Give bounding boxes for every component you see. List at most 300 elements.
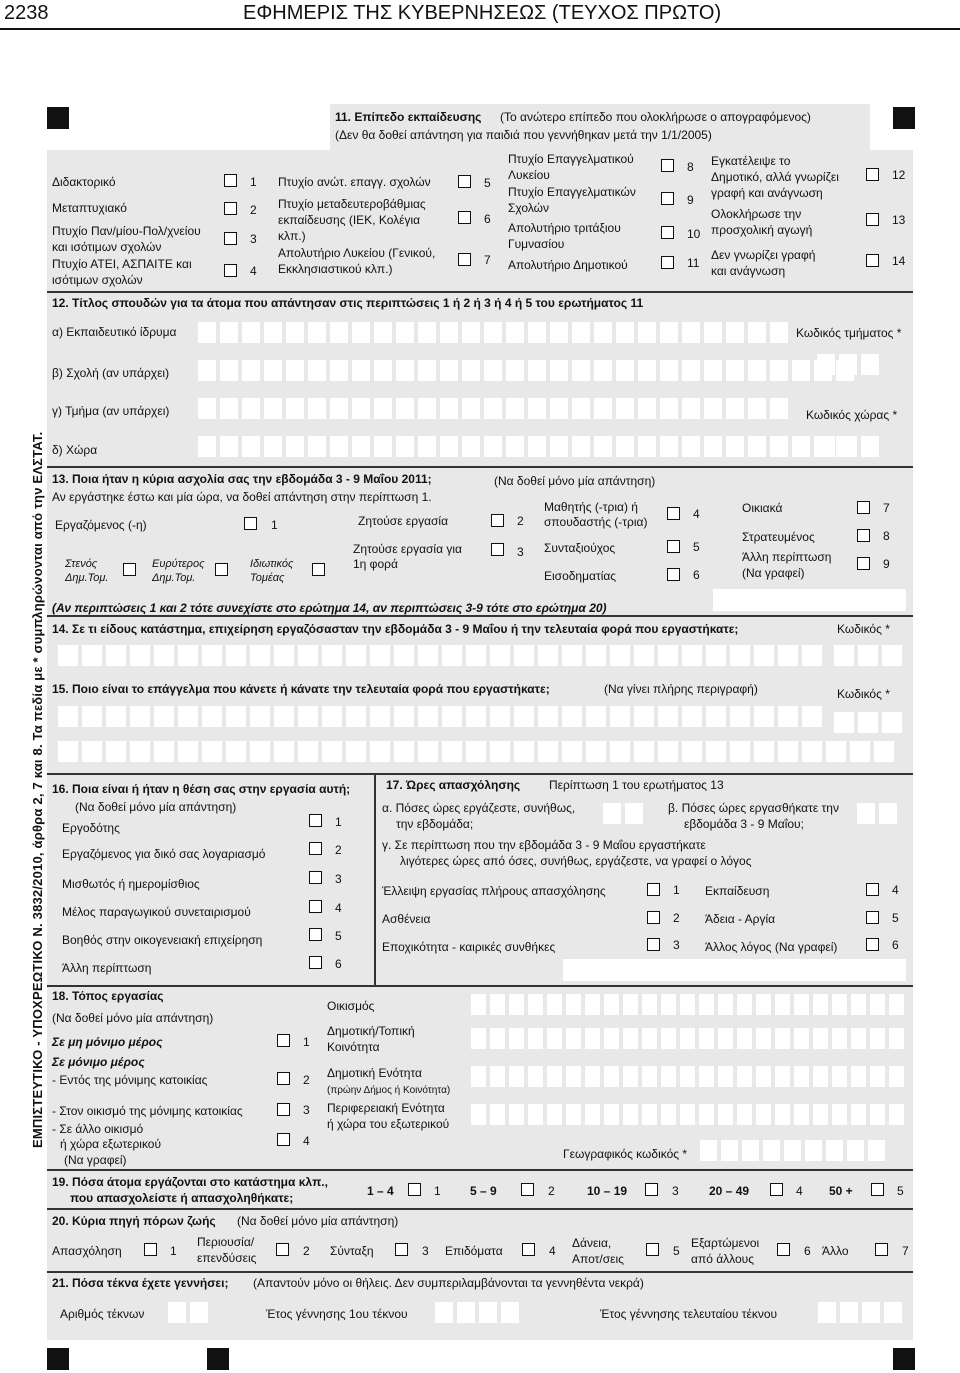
- entry-cell[interactable]: [802, 645, 822, 666]
- entry-cell[interactable]: [862, 1302, 880, 1323]
- entry-cell[interactable]: [603, 803, 621, 824]
- q11-checkbox-7[interactable]: [458, 253, 471, 266]
- q16-checkbox-6[interactable]: [309, 956, 322, 969]
- entry-cell[interactable]: [154, 706, 174, 727]
- entry-cell[interactable]: [242, 436, 260, 457]
- entry-cell[interactable]: [394, 741, 414, 762]
- entry-cell[interactable]: [352, 360, 370, 381]
- entry-cell[interactable]: [466, 741, 486, 762]
- entry-cell[interactable]: [58, 741, 78, 762]
- entry-cell[interactable]: [756, 1066, 771, 1087]
- entry-cell[interactable]: [509, 994, 524, 1015]
- entry-cell[interactable]: [754, 706, 774, 727]
- entry-cell[interactable]: [858, 645, 878, 666]
- q11-checkbox-1[interactable]: [224, 174, 237, 187]
- entry-cell[interactable]: [660, 360, 678, 381]
- entry-cell[interactable]: [642, 994, 657, 1015]
- entry-cell[interactable]: [682, 741, 702, 762]
- entry-cell[interactable]: [794, 994, 809, 1015]
- entry-cell[interactable]: [274, 706, 294, 727]
- entry-cell[interactable]: [813, 994, 828, 1015]
- entry-cell[interactable]: [889, 1028, 904, 1049]
- entry-cell[interactable]: [706, 706, 726, 727]
- entry-cell[interactable]: [466, 706, 486, 727]
- entry-cell[interactable]: [374, 360, 392, 381]
- q17-checkbox-6[interactable]: [866, 938, 879, 951]
- entry-cell[interactable]: [718, 1104, 733, 1125]
- entry-cell[interactable]: [418, 436, 436, 457]
- entry-cell[interactable]: [370, 706, 390, 727]
- entry-cell[interactable]: [330, 322, 348, 343]
- entry-cell[interactable]: [106, 645, 126, 666]
- entry-cell[interactable]: [82, 645, 102, 666]
- entry-cell[interactable]: [770, 398, 788, 419]
- entry-cell[interactable]: [286, 398, 304, 419]
- q13-checkbox-1[interactable]: [244, 517, 257, 530]
- entry-cell[interactable]: [718, 1028, 733, 1049]
- q16-checkbox-2[interactable]: [309, 842, 322, 855]
- q11-checkbox-10[interactable]: [661, 226, 674, 239]
- q13-checkbox-8[interactable]: [857, 529, 870, 542]
- entry-cell[interactable]: [861, 354, 879, 375]
- entry-cell[interactable]: [506, 436, 524, 457]
- entry-cell[interactable]: [242, 322, 260, 343]
- entry-cell[interactable]: [198, 398, 216, 419]
- entry-cell[interactable]: [778, 645, 798, 666]
- entry-cell[interactable]: [870, 1066, 885, 1087]
- entry-cell[interactable]: [868, 1140, 885, 1161]
- entry-cell[interactable]: [547, 1104, 562, 1125]
- entry-cell[interactable]: [547, 1028, 562, 1049]
- entry-cell[interactable]: [610, 741, 630, 762]
- entry-cell[interactable]: [130, 741, 150, 762]
- entry-cell[interactable]: [660, 436, 678, 457]
- entry-cell[interactable]: [775, 1104, 790, 1125]
- entry-cell[interactable]: [594, 360, 612, 381]
- entry-cell[interactable]: [566, 1066, 581, 1087]
- entry-cell[interactable]: [286, 360, 304, 381]
- entry-cell[interactable]: [794, 1028, 809, 1049]
- entry-cell[interactable]: [538, 741, 558, 762]
- entry-cell[interactable]: [130, 706, 150, 727]
- entry-cell[interactable]: [699, 994, 714, 1015]
- entry-cell[interactable]: [847, 1140, 864, 1161]
- q19-checkbox-4[interactable]: [770, 1183, 783, 1196]
- entry-cell[interactable]: [874, 741, 894, 762]
- entry-cell[interactable]: [737, 1028, 752, 1049]
- entry-cell[interactable]: [682, 645, 702, 666]
- entry-cell[interactable]: [826, 1140, 843, 1161]
- entry-cell[interactable]: [726, 322, 744, 343]
- entry-cell[interactable]: [462, 398, 480, 419]
- entry-cell[interactable]: [680, 994, 695, 1015]
- entry-cell[interactable]: [836, 436, 854, 457]
- entry-cell[interactable]: [775, 994, 790, 1015]
- q19-checkbox-3[interactable]: [645, 1183, 658, 1196]
- entry-cell[interactable]: [457, 1302, 475, 1323]
- entry-cell[interactable]: [861, 436, 879, 457]
- entry-cell[interactable]: [813, 1028, 828, 1049]
- entry-cell[interactable]: [528, 398, 546, 419]
- entry-cell[interactable]: [889, 1066, 904, 1087]
- entry-cell[interactable]: [594, 436, 612, 457]
- q20-checkbox-3[interactable]: [395, 1243, 408, 1256]
- q13-checkbox-7[interactable]: [857, 501, 870, 514]
- q11-checkbox-3[interactable]: [224, 232, 237, 245]
- q11-checkbox-8[interactable]: [661, 159, 674, 172]
- q19-checkbox-2[interactable]: [521, 1183, 534, 1196]
- entry-cell[interactable]: [202, 645, 222, 666]
- entry-cell[interactable]: [298, 706, 318, 727]
- entry-cell[interactable]: [490, 1028, 505, 1049]
- entry-cell[interactable]: [616, 436, 634, 457]
- entry-cell[interactable]: [784, 1140, 801, 1161]
- entry-cell[interactable]: [594, 322, 612, 343]
- entry-cell[interactable]: [778, 741, 798, 762]
- entry-cell[interactable]: [721, 1140, 738, 1161]
- q11-checkbox-13[interactable]: [866, 213, 879, 226]
- q20-checkbox-2[interactable]: [276, 1243, 289, 1256]
- q13-checkbox-2[interactable]: [491, 514, 504, 527]
- entry-cell[interactable]: [851, 994, 866, 1015]
- entry-cell[interactable]: [490, 994, 505, 1015]
- entry-cell[interactable]: [737, 994, 752, 1015]
- entry-cell[interactable]: [396, 398, 414, 419]
- entry-cell[interactable]: [566, 994, 581, 1015]
- entry-cell[interactable]: [661, 1104, 676, 1125]
- entry-cell[interactable]: [250, 741, 270, 762]
- entry-cell[interactable]: [220, 436, 238, 457]
- entry-cell[interactable]: [308, 322, 326, 343]
- q11-checkbox-4[interactable]: [224, 264, 237, 277]
- entry-cell[interactable]: [501, 1302, 519, 1323]
- entry-cell[interactable]: [547, 994, 562, 1015]
- q18-checkbox-2[interactable]: [277, 1072, 290, 1085]
- entry-cell[interactable]: [250, 706, 270, 727]
- q16-checkbox-1[interactable]: [309, 814, 322, 827]
- entry-cell[interactable]: [566, 1028, 581, 1049]
- entry-cell[interactable]: [330, 398, 348, 419]
- q13-checkbox-4[interactable]: [667, 507, 680, 520]
- entry-cell[interactable]: [706, 741, 726, 762]
- entry-cell[interactable]: [770, 322, 788, 343]
- entry-cell[interactable]: [858, 712, 878, 733]
- entry-cell[interactable]: [814, 436, 832, 457]
- q16-checkbox-3[interactable]: [309, 871, 322, 884]
- entry-cell[interactable]: [805, 1140, 822, 1161]
- entry-cell[interactable]: [471, 1104, 486, 1125]
- q13-checkbox-5[interactable]: [667, 540, 680, 553]
- q20-checkbox-6[interactable]: [777, 1243, 790, 1256]
- q17-checkbox-5[interactable]: [866, 911, 879, 924]
- entry-cell[interactable]: [638, 398, 656, 419]
- entry-cell[interactable]: [658, 706, 678, 727]
- entry-cell[interactable]: [616, 322, 634, 343]
- entry-cell[interactable]: [394, 645, 414, 666]
- entry-cell[interactable]: [506, 360, 524, 381]
- entry-cell[interactable]: [748, 322, 766, 343]
- entry-cell[interactable]: [813, 1066, 828, 1087]
- entry-cell[interactable]: [726, 436, 744, 457]
- q17-checkbox-4[interactable]: [866, 883, 879, 896]
- entry-cell[interactable]: [638, 322, 656, 343]
- entry-cell[interactable]: [242, 360, 260, 381]
- entry-cell[interactable]: [726, 398, 744, 419]
- entry-cell[interactable]: [889, 994, 904, 1015]
- entry-cell[interactable]: [308, 436, 326, 457]
- entry-cell[interactable]: [870, 1028, 885, 1049]
- entry-cell[interactable]: [704, 360, 722, 381]
- entry-cell[interactable]: [718, 1066, 733, 1087]
- entry-cell[interactable]: [442, 645, 462, 666]
- entry-cell[interactable]: [506, 322, 524, 343]
- entry-cell[interactable]: [658, 741, 678, 762]
- q17-checkbox-3[interactable]: [647, 938, 660, 951]
- entry-cell[interactable]: [680, 1028, 695, 1049]
- entry-cell[interactable]: [585, 1066, 600, 1087]
- entry-cell[interactable]: [682, 398, 700, 419]
- entry-cell[interactable]: [220, 398, 238, 419]
- entry-cell[interactable]: [440, 360, 458, 381]
- q11-checkbox-2[interactable]: [224, 202, 237, 215]
- q13-sector-public-wide[interactable]: [215, 563, 228, 576]
- entry-cell[interactable]: [286, 322, 304, 343]
- q18-checkbox-4[interactable]: [277, 1133, 290, 1146]
- q20-checkbox-4[interactable]: [522, 1243, 535, 1256]
- entry-cell[interactable]: [352, 398, 370, 419]
- entry-cell[interactable]: [484, 322, 502, 343]
- entry-cell[interactable]: [775, 1028, 790, 1049]
- entry-cell[interactable]: [352, 322, 370, 343]
- entry-cell[interactable]: [660, 322, 678, 343]
- entry-cell[interactable]: [638, 436, 656, 457]
- entry-cell[interactable]: [220, 322, 238, 343]
- entry-cell[interactable]: [634, 741, 654, 762]
- entry-cell[interactable]: [623, 1104, 638, 1125]
- entry-cell[interactable]: [660, 398, 678, 419]
- entry-cell[interactable]: [198, 322, 216, 343]
- entry-cell[interactable]: [346, 741, 366, 762]
- entry-cell[interactable]: [490, 1066, 505, 1087]
- entry-cell[interactable]: [832, 1028, 847, 1049]
- entry-cell[interactable]: [748, 436, 766, 457]
- entry-cell[interactable]: [264, 436, 282, 457]
- entry-cell[interactable]: [178, 645, 198, 666]
- entry-cell[interactable]: [418, 706, 438, 727]
- entry-cell[interactable]: [562, 706, 582, 727]
- entry-cell[interactable]: [550, 398, 568, 419]
- entry-cell[interactable]: [466, 645, 486, 666]
- entry-cell[interactable]: [484, 436, 502, 457]
- entry-cell[interactable]: [374, 398, 392, 419]
- entry-cell[interactable]: [700, 1140, 717, 1161]
- entry-cell[interactable]: [322, 706, 342, 727]
- entry-cell[interactable]: [870, 1104, 885, 1125]
- entry-cell[interactable]: [763, 1140, 780, 1161]
- entry-cell[interactable]: [528, 322, 546, 343]
- entry-cell[interactable]: [882, 712, 902, 733]
- q11-checkbox-12[interactable]: [866, 168, 879, 181]
- entry-cell[interactable]: [471, 994, 486, 1015]
- q20-checkbox-5[interactable]: [646, 1243, 659, 1256]
- entry-cell[interactable]: [198, 436, 216, 457]
- entry-cell[interactable]: [794, 1066, 809, 1087]
- entry-cell[interactable]: [604, 1104, 619, 1125]
- entry-cell[interactable]: [509, 1104, 524, 1125]
- q11-checkbox-9[interactable]: [661, 192, 674, 205]
- entry-cell[interactable]: [718, 994, 733, 1015]
- entry-cell[interactable]: [851, 1028, 866, 1049]
- entry-cell[interactable]: [330, 436, 348, 457]
- entry-cell[interactable]: [737, 1104, 752, 1125]
- entry-cell[interactable]: [756, 1028, 771, 1049]
- q13-checkbox-6[interactable]: [667, 568, 680, 581]
- entry-cell[interactable]: [374, 322, 392, 343]
- entry-cell[interactable]: [661, 1066, 676, 1087]
- entry-cell[interactable]: [661, 994, 676, 1015]
- entry-cell[interactable]: [794, 1104, 809, 1125]
- entry-cell[interactable]: [550, 322, 568, 343]
- entry-cell[interactable]: [661, 1028, 676, 1049]
- entry-cell[interactable]: [484, 398, 502, 419]
- entry-cell[interactable]: [82, 741, 102, 762]
- q16-checkbox-4[interactable]: [309, 900, 322, 913]
- entry-cell[interactable]: [680, 1104, 695, 1125]
- entry-cell[interactable]: [834, 645, 854, 666]
- entry-cell[interactable]: [623, 1066, 638, 1087]
- entry-cell[interactable]: [418, 360, 436, 381]
- entry-cell[interactable]: [322, 645, 342, 666]
- entry-cell[interactable]: [286, 436, 304, 457]
- entry-cell[interactable]: [604, 1066, 619, 1087]
- entry-cell[interactable]: [642, 1028, 657, 1049]
- entry-cell[interactable]: [440, 398, 458, 419]
- entry-cell[interactable]: [396, 322, 414, 343]
- entry-cell[interactable]: [682, 360, 700, 381]
- entry-cell[interactable]: [623, 1028, 638, 1049]
- entry-cell[interactable]: [154, 741, 174, 762]
- entry-cell[interactable]: [566, 1104, 581, 1125]
- q18-checkbox-1[interactable]: [277, 1034, 290, 1047]
- entry-cell[interactable]: [748, 398, 766, 419]
- entry-cell[interactable]: [490, 645, 510, 666]
- entry-cell[interactable]: [550, 360, 568, 381]
- entry-cell[interactable]: [440, 322, 458, 343]
- entry-cell[interactable]: [754, 645, 774, 666]
- entry-cell[interactable]: [352, 436, 370, 457]
- entry-cell[interactable]: [322, 741, 342, 762]
- entry-cell[interactable]: [178, 706, 198, 727]
- entry-cell[interactable]: [202, 706, 222, 727]
- entry-cell[interactable]: [418, 398, 436, 419]
- entry-cell[interactable]: [706, 645, 726, 666]
- entry-cell[interactable]: [699, 1066, 714, 1087]
- entry-cell[interactable]: [832, 1104, 847, 1125]
- entry-cell[interactable]: [682, 706, 702, 727]
- entry-cell[interactable]: [440, 436, 458, 457]
- entry-cell[interactable]: [802, 741, 822, 762]
- entry-cell[interactable]: [814, 360, 832, 381]
- entry-cell[interactable]: [813, 1104, 828, 1125]
- entry-cell[interactable]: [298, 645, 318, 666]
- entry-cell[interactable]: [642, 1066, 657, 1087]
- entry-cell[interactable]: [130, 645, 150, 666]
- entry-cell[interactable]: [682, 436, 700, 457]
- entry-cell[interactable]: [106, 706, 126, 727]
- entry-cell[interactable]: [594, 398, 612, 419]
- entry-cell[interactable]: [586, 741, 606, 762]
- entry-cell[interactable]: [834, 712, 854, 733]
- q19-checkbox-5[interactable]: [871, 1183, 884, 1196]
- q17-checkbox-1[interactable]: [647, 883, 660, 896]
- q20-checkbox-7[interactable]: [875, 1243, 888, 1256]
- q13-other-text-field[interactable]: [713, 589, 906, 611]
- entry-cell[interactable]: [634, 645, 654, 666]
- entry-cell[interactable]: [242, 398, 260, 419]
- q11-checkbox-6[interactable]: [458, 211, 471, 224]
- entry-cell[interactable]: [832, 1066, 847, 1087]
- entry-cell[interactable]: [604, 994, 619, 1015]
- entry-cell[interactable]: [792, 360, 810, 381]
- entry-cell[interactable]: [682, 322, 700, 343]
- entry-cell[interactable]: [462, 436, 480, 457]
- entry-cell[interactable]: [514, 645, 534, 666]
- entry-cell[interactable]: [346, 706, 366, 727]
- entry-cell[interactable]: [754, 741, 774, 762]
- entry-cell[interactable]: [623, 994, 638, 1015]
- entry-cell[interactable]: [442, 706, 462, 727]
- entry-cell[interactable]: [58, 706, 78, 727]
- entry-cell[interactable]: [770, 360, 788, 381]
- entry-cell[interactable]: [250, 645, 270, 666]
- entry-cell[interactable]: [509, 1066, 524, 1087]
- entry-cell[interactable]: [198, 360, 216, 381]
- entry-cell[interactable]: [562, 741, 582, 762]
- entry-cell[interactable]: [585, 1028, 600, 1049]
- entry-cell[interactable]: [264, 398, 282, 419]
- entry-cell[interactable]: [572, 436, 590, 457]
- q11-checkbox-14[interactable]: [866, 254, 879, 267]
- entry-cell[interactable]: [882, 645, 902, 666]
- entry-cell[interactable]: [490, 741, 510, 762]
- entry-cell[interactable]: [737, 1066, 752, 1087]
- entry-cell[interactable]: [610, 706, 630, 727]
- entry-cell[interactable]: [528, 994, 543, 1015]
- entry-cell[interactable]: [562, 645, 582, 666]
- entry-cell[interactable]: [802, 706, 822, 727]
- entry-cell[interactable]: [274, 741, 294, 762]
- entry-cell[interactable]: [418, 322, 436, 343]
- entry-cell[interactable]: [220, 360, 238, 381]
- q11-checkbox-5[interactable]: [458, 175, 471, 188]
- q11-checkbox-11[interactable]: [661, 256, 674, 269]
- q20-checkbox-1[interactable]: [144, 1243, 157, 1256]
- entry-cell[interactable]: [435, 1302, 453, 1323]
- entry-cell[interactable]: [704, 436, 722, 457]
- entry-cell[interactable]: [528, 436, 546, 457]
- entry-cell[interactable]: [726, 360, 744, 381]
- q17-checkbox-2[interactable]: [647, 911, 660, 924]
- entry-cell[interactable]: [775, 1066, 790, 1087]
- entry-cell[interactable]: [396, 436, 414, 457]
- entry-cell[interactable]: [528, 360, 546, 381]
- entry-cell[interactable]: [770, 436, 788, 457]
- entry-cell[interactable]: [748, 360, 766, 381]
- entry-cell[interactable]: [870, 994, 885, 1015]
- entry-cell[interactable]: [471, 1066, 486, 1087]
- entry-cell[interactable]: [490, 1104, 505, 1125]
- entry-cell[interactable]: [418, 741, 438, 762]
